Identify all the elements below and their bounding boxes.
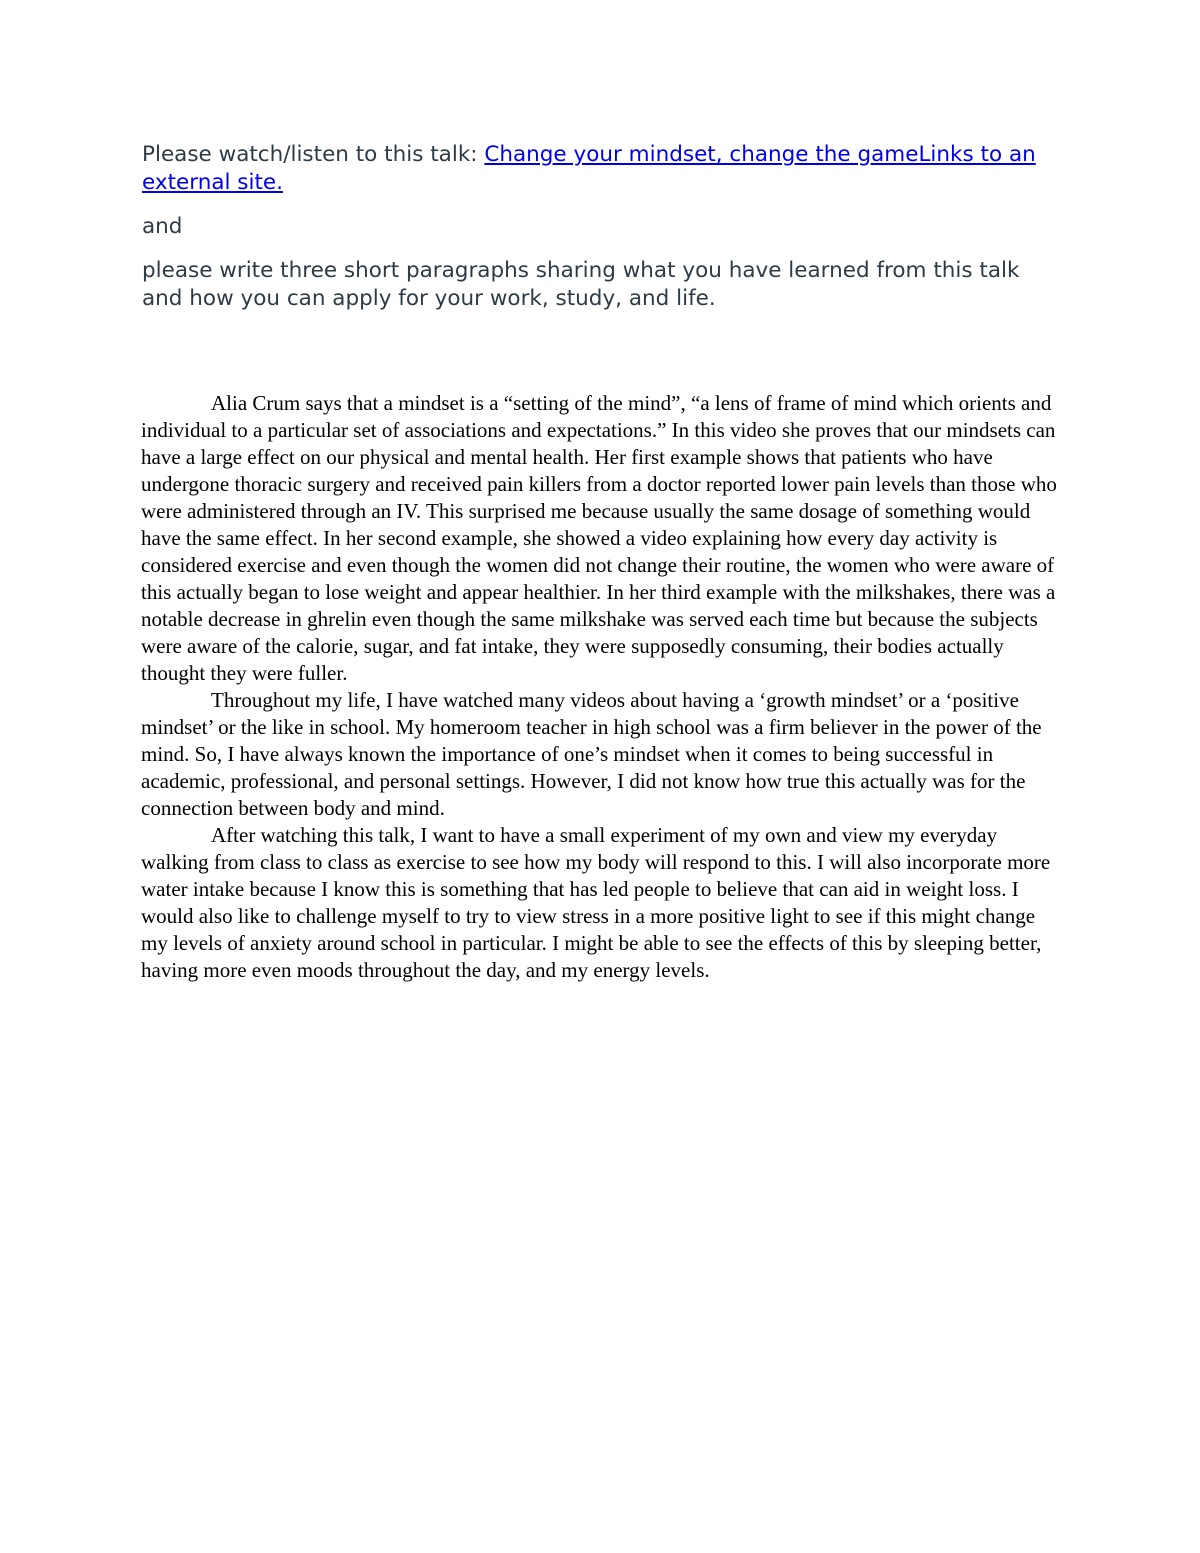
essay-body: [141, 390, 1061, 984]
prompt-connector: and: [142, 214, 183, 239]
prompt-instruction: please write three short paragraphs sharing what you have learned from this talk and how you can apply for your work, study, and life.: [142, 258, 1020, 311]
prompt-intro-text: Please watch/listen to this talk:: [142, 142, 485, 167]
prompt-intro-line: [142, 141, 1062, 197]
essay-paragraph-3: After watching this talk, I want to have a small experiment of my own and view my everyday walking from class to class as exercise to see how my body will respond to this. I will also incorporate more water intake because I know this is something that has led people to believe that can aid in weight loss. I would also like to challenge myself to try to view stress in a more positive light to see if this might change my levels of anxiety around school in particular. I might be able to see the effects of this by sleeping better, having more even moods throughout the day, and my energy levels.: [141, 823, 1051, 982]
assignment-prompt: [142, 141, 1062, 313]
talk-link[interactable]: Change your mindset, change the gameLinks to an external site.: [142, 142, 1036, 195]
essay-paragraph-2: Throughout my life, I have watched many videos about having a ‘growth mindset’ or a ‘positive mindset’ or the like in school. My homeroom teacher in high school was a firm believer in the power of the mind. So, I have always known the importance of one’s mindset when it comes to being successful in academic, professional, and personal settings. However, I did not know how true this actually was for the connection between body and mind.: [141, 688, 1042, 820]
essay-paragraph-1: Alia Crum says that a mindset is a “setting of the mind”, “a lens of frame of mind which orients and individual to a particular set of associations and expectations.” In this video she proves that our mindsets can have a large effect on our physical and mental health. Her first example shows that patients who have undergone thoracic surgery and received pain killers from a doctor reported lower pain levels than those who were administered through an IV. This surprised me because usually the same dosage of something would have the same effect. In her second example, she showed a video explaining how every day activity is considered exercise and even though the women did not change their routine, the women who were aware of this actually began to lose weight and appear healthier. In her third example with the milkshakes, there was a notable decrease in ghrelin even though the same milkshake was served each time but because the subjects were aware of the calorie, sugar, and fat intake, they were supposedly consuming, their bodies actually thought they were fuller.: [141, 391, 1057, 685]
